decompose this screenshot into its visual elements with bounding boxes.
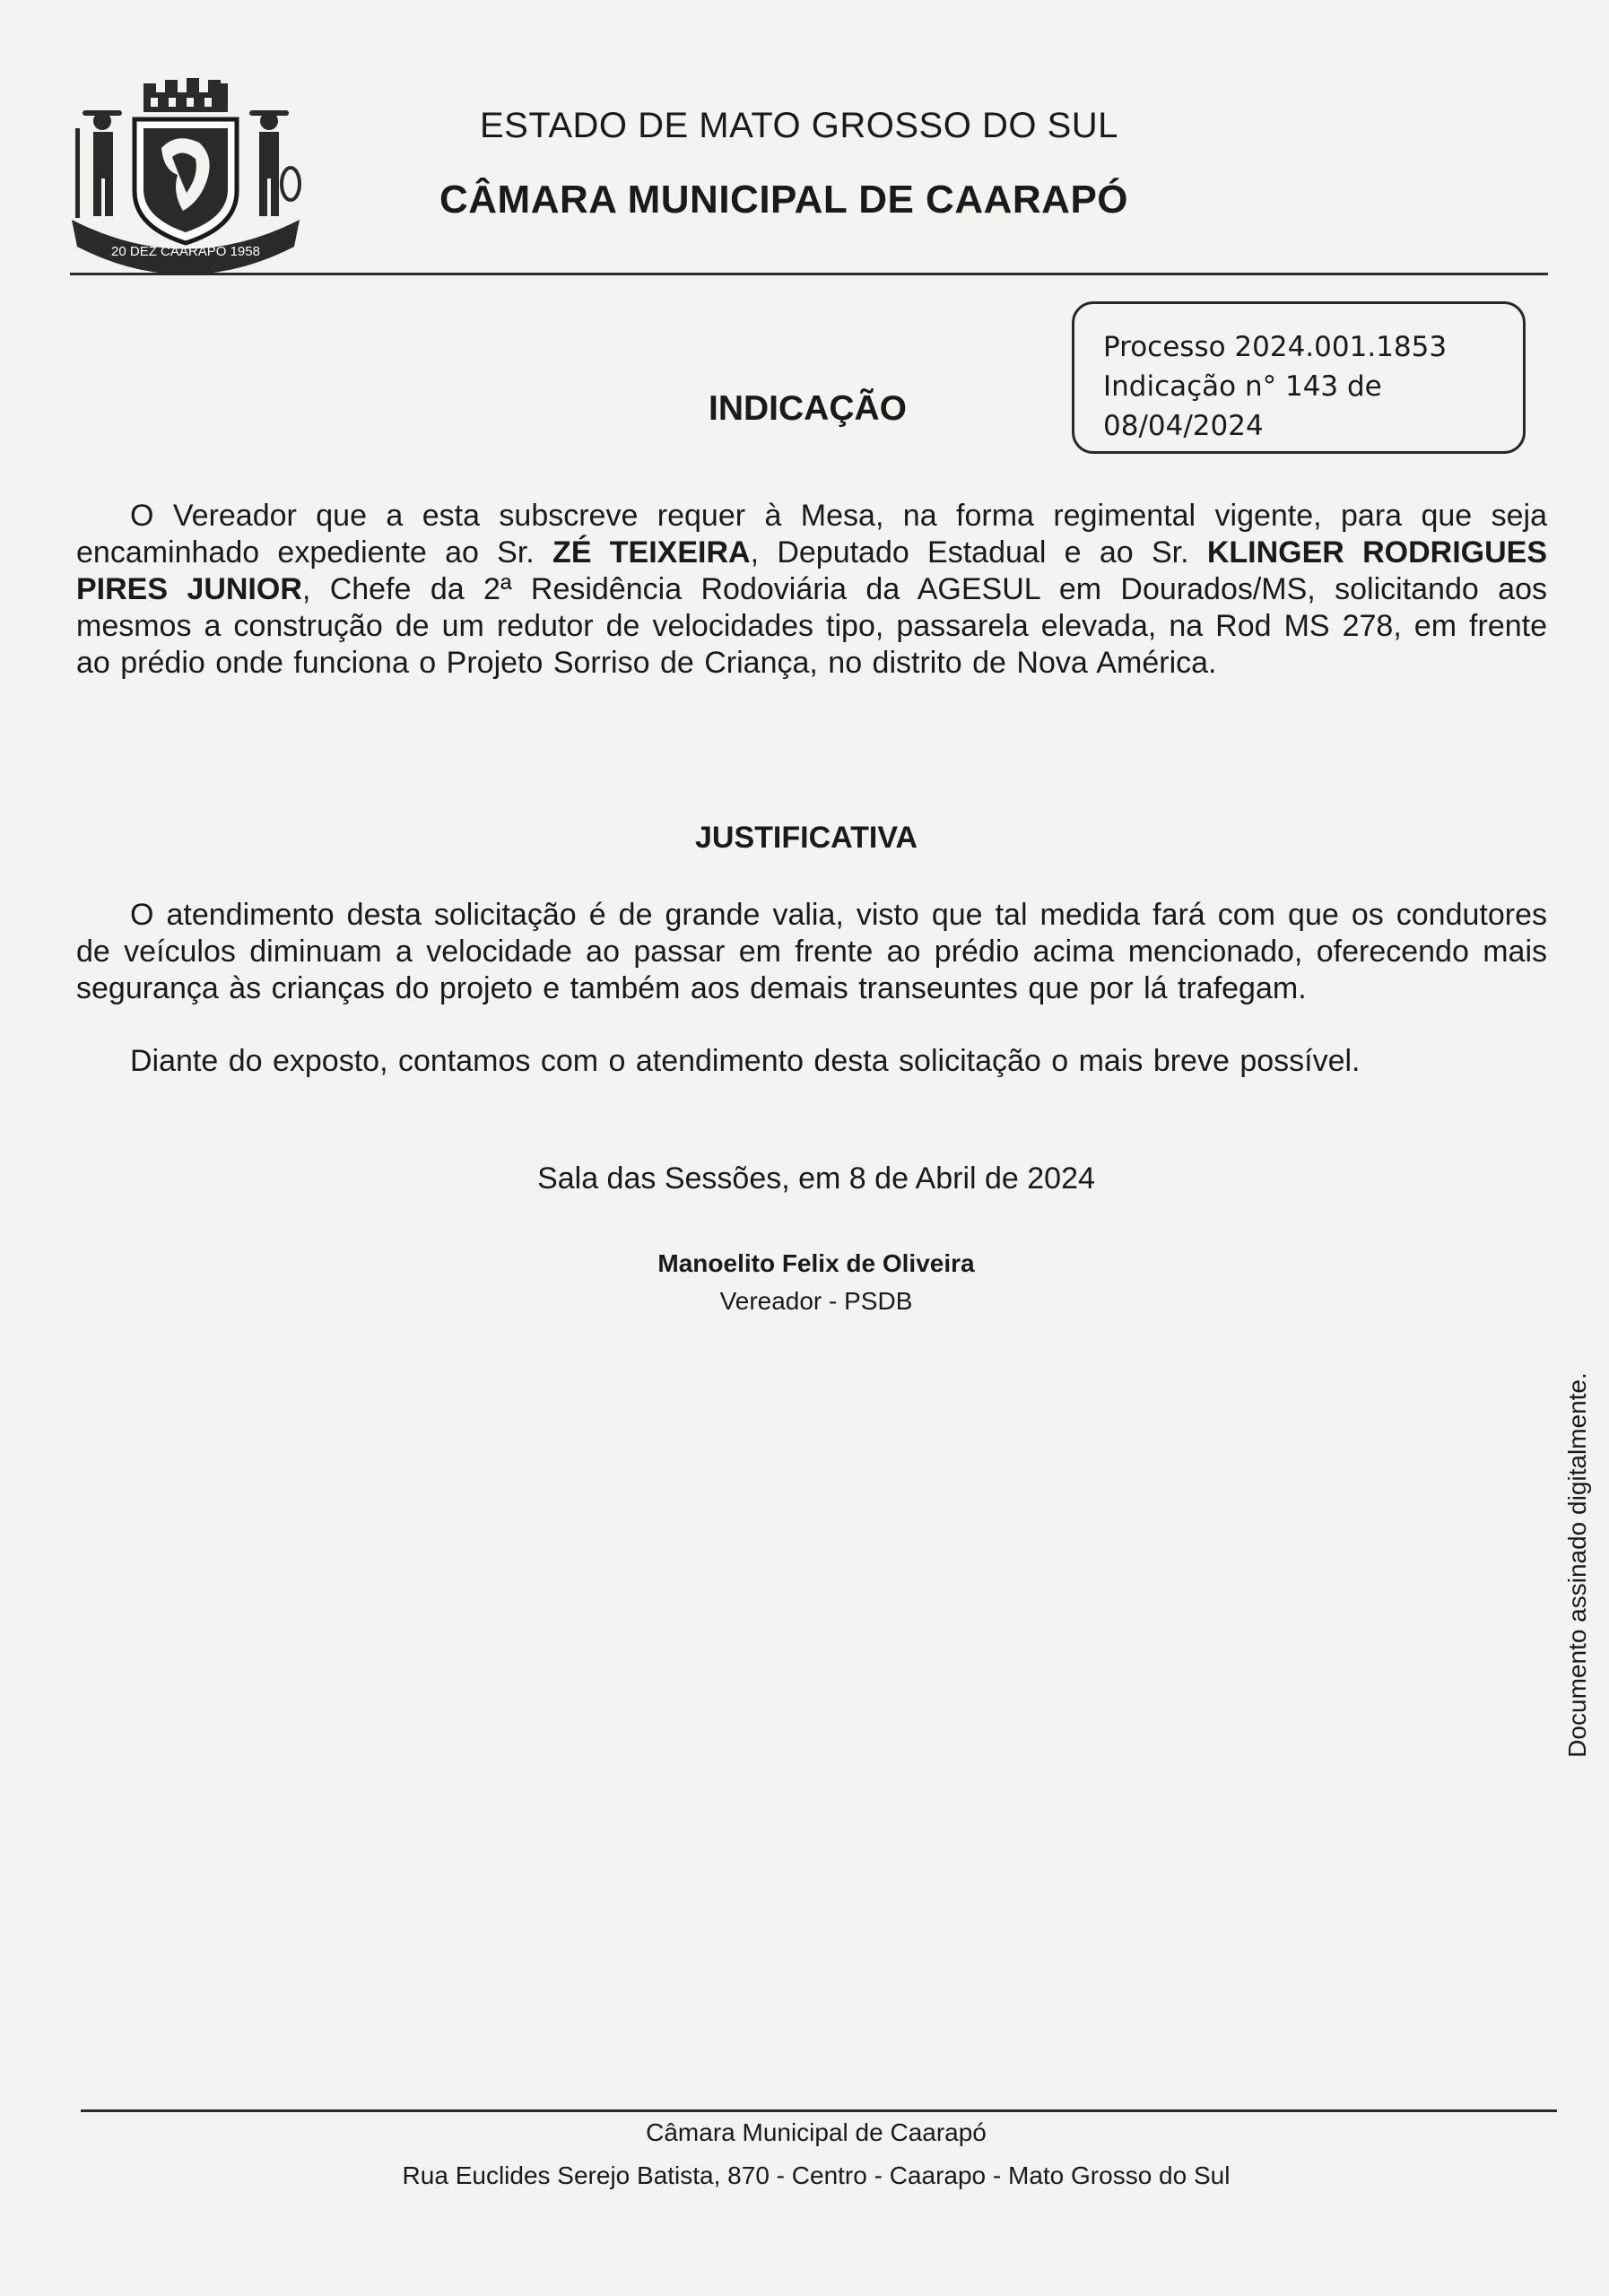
state-heading: ESTADO DE MATO GROSSO DO SUL [480,106,1118,145]
justificativa-title: JUSTIFICATIVA [695,821,918,855]
indicacao-number: Indicação n° 143 de [1103,370,1382,403]
chamber-heading: CÂMARA MUNICIPAL DE CAARAPÓ [439,178,1129,222]
indicacao-text-part: , Chefe da 2ª Residência Rodoviária da AGESUL em Dourados/MS, solicitando aos mesmos a construção de um redutor de velocidades tipo, passarela elevada, na Rod MS 278, em frente ao prédio onde funciona o Projeto Sorriso de Criança, no distrito de Nova América. [76,572,1547,680]
indicacao-text-part: O Vereador que a esta subscreve requer à Mesa, na forma regimental vigente, para que seja encaminhado expediente ao Sr. [76,499,1547,570]
place-and-date: Sala das Sessões, em 8 de Abril de 2024 [537,1161,1095,1196]
header-divider [70,273,1548,275]
signer-role: Vereador - PSDB [719,1287,913,1315]
indicacao-date: 08/04/2024 [1103,410,1264,442]
recipient-name-1: ZÉ TEIXEIRA [552,535,751,570]
seal-text: 20 DEZ CAARAPÓ 1958 [111,244,260,259]
footer-institution: Câmara Municipal de Caarapó [646,2118,987,2146]
municipal-coat-of-arms-icon [65,76,307,274]
justificativa-paragraph-2: Diante do exposto, contamos com o atendimento desta solicitação o mais breve possível. [130,1044,1361,1078]
digital-signature-text: Documento assinado digitalmente. [1563,1372,1591,1758]
footer-address: Rua Euclides Serejo Batista, 870 - Centro - Caarapo - Mato Grosso do Sul [402,2161,1231,2189]
process-stamp-box [1072,301,1526,454]
recipient-name-2: KLINGER RODRIGUES PIRES JUNIOR [76,535,1548,606]
indicacao-text-part: , Deputado Estadual e ao Sr. [750,535,1207,570]
signer-name: Manoelito Felix de Oliveira [657,1249,975,1277]
digital-signature-note [1557,1363,1598,1767]
justificativa-paragraph-1: O atendimento desta solicitação é de grande valia, visto que tal medida fará com que os condutores de veículos diminuam a velocidade ao passar em frente ao prédio acima mencionado, oferecendo mais segurança às crianças do projeto e também aos demais transeuntes que por lá trafegam. [76,898,1547,1005]
process-number: Processo 2024.001.1853 [1103,331,1448,363]
indicacao-paragraph [76,498,1547,682]
indicacao-title: INDICAÇÃO [709,389,907,428]
footer-divider [81,2109,1557,2112]
